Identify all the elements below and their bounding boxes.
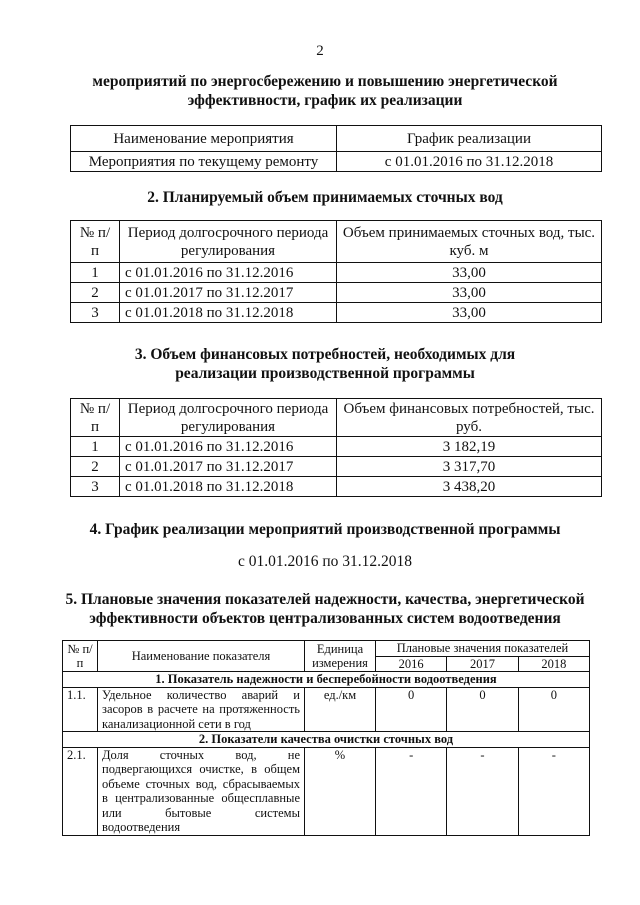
section-5-title	[40, 590, 610, 628]
year-header-2018: 2018	[518, 656, 589, 672]
financial-needs-table	[70, 398, 602, 497]
table-row	[71, 303, 602, 323]
section-5-title-line-1: 5. Плановые значения показателей надежности, качества, энергетической	[65, 591, 585, 608]
activity-schedule-cell: с 01.01.2016 по 31.12.2018	[337, 152, 602, 172]
indicators-header-plan: Плановые значения показателей	[376, 641, 590, 657]
table-row	[63, 687, 590, 732]
finance-header-value: Объем финансовых потребностей, тыс. руб.	[337, 399, 602, 437]
indicators-header-name: Наименование показателя	[98, 641, 305, 672]
indicator-value-2018: -	[518, 747, 589, 835]
section-4-title: 4. График реализации мероприятий производственной программы	[89, 521, 561, 538]
table-row	[71, 457, 602, 477]
indicator-value-2018: 0	[518, 687, 589, 732]
volume-value-cell: 33,00	[337, 283, 602, 303]
indicator-unit-cell: %	[305, 747, 376, 835]
section-3-title	[60, 345, 590, 383]
activity-name-cell: Мероприятия по текущему ремонту	[71, 152, 337, 172]
intro-heading	[60, 72, 590, 110]
row-num-cell: 2	[71, 283, 120, 303]
row-num-cell: 2	[71, 457, 120, 477]
table-row	[71, 437, 602, 457]
indicator-num-cell: 2.1.	[63, 747, 98, 835]
indicator-value-2016: 0	[376, 687, 447, 732]
indicator-unit-cell: ед./км	[305, 687, 376, 732]
intro-line-2: эффективности, график их реализации	[187, 92, 463, 109]
intro-line-1: мероприятий по энергосбережению и повышению энергетической	[92, 73, 558, 90]
indicators-table	[62, 640, 590, 836]
section-3-title-line-2: реализации производственной программы	[175, 365, 475, 382]
period-cell: с 01.01.2016 по 31.12.2016	[120, 263, 337, 283]
table-row	[71, 152, 602, 172]
activities-table	[70, 125, 602, 172]
finance-value-cell: 3 317,70	[337, 457, 602, 477]
period-cell: с 01.01.2017 по 31.12.2017	[120, 283, 337, 303]
period-cell: с 01.01.2018 по 31.12.2018	[120, 477, 337, 497]
indicator-name-cell: Доля сточных вод, не подвергающихся очистке, в общем объеме сточных вод, сбрасываемых в централизованные общесплавные или бытовые системы водоотведения	[98, 747, 305, 835]
table-row	[71, 283, 602, 303]
row-num-cell: 1	[71, 437, 120, 457]
finance-header-period: Период долгосрочного периода регулирования	[120, 399, 337, 437]
row-num-cell: 3	[71, 303, 120, 323]
wastewater-volume-table	[70, 220, 602, 323]
finance-header-num: № п/п	[71, 399, 120, 437]
section-5-title-line-2: эффективности объектов централизованных систем водоотведения	[89, 610, 561, 627]
volume-header-period: Период долгосрочного периода регулирования	[120, 221, 337, 263]
finance-value-cell: 3 438,20	[337, 477, 602, 497]
volume-header-value: Объем принимаемых сточных вод, тыс. куб. м	[337, 221, 602, 263]
section-3-title-line-1: 3. Объем финансовых потребностей, необходимых для	[134, 346, 516, 363]
activities-header-name: Наименование мероприятия	[71, 126, 337, 152]
indicator-value-2017: -	[447, 747, 518, 835]
indicator-num-cell: 1.1.	[63, 687, 98, 732]
indicator-name-cell: Удельное количество аварий и засоров в расчете на протяженность канализационной сети в год	[98, 687, 305, 732]
volume-value-cell: 33,00	[337, 303, 602, 323]
indicators-header-unit: Единица измерения	[305, 641, 376, 672]
year-header-2017: 2017	[447, 656, 518, 672]
volume-value-cell: 33,00	[337, 263, 602, 283]
row-num-cell: 1	[71, 263, 120, 283]
table-row	[63, 747, 590, 835]
indicator-value-2016: -	[376, 747, 447, 835]
year-header-2016: 2016	[376, 656, 447, 672]
section-2-title: 2. Планируемый объем принимаемых сточных вод	[147, 189, 503, 206]
indicator-value-2017: 0	[447, 687, 518, 732]
period-cell: с 01.01.2017 по 31.12.2017	[120, 457, 337, 477]
activities-header-schedule: График реализации	[337, 126, 602, 152]
period-cell: с 01.01.2018 по 31.12.2018	[120, 303, 337, 323]
volume-header-num: № п/п	[71, 221, 120, 263]
group-heading-treatment-quality: 2. Показатели качества очистки сточных вод	[63, 732, 590, 748]
page-number: 2	[316, 43, 324, 59]
row-num-cell: 3	[71, 477, 120, 497]
table-row	[71, 477, 602, 497]
indicators-header-num: № п/п	[63, 641, 98, 672]
section-4-period: с 01.01.2016 по 31.12.2018	[237, 553, 413, 570]
group-heading-reliability: 1. Показатель надежности и бесперебойности водоотведения	[63, 672, 590, 688]
finance-value-cell: 3 182,19	[337, 437, 602, 457]
period-cell: с 01.01.2016 по 31.12.2016	[120, 437, 337, 457]
table-row	[71, 263, 602, 283]
